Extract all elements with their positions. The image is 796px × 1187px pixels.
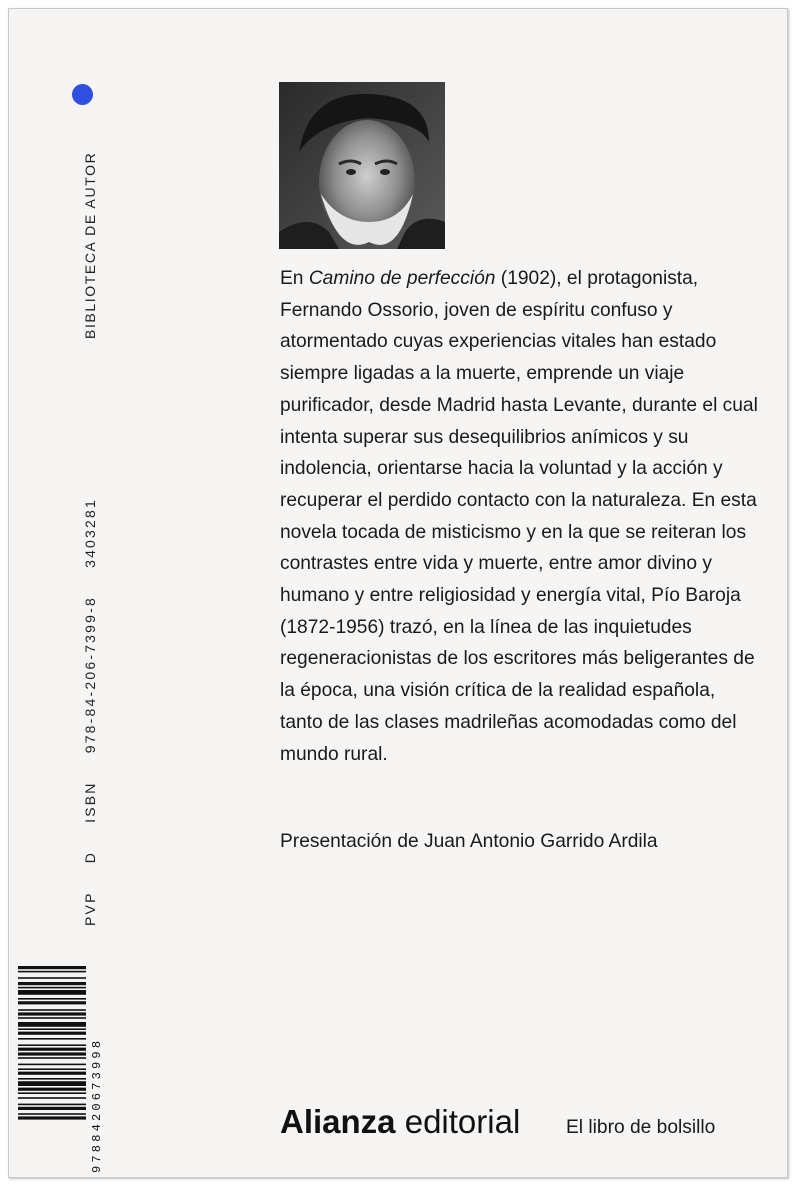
book-back-cover xyxy=(8,8,788,1178)
barcode-bar xyxy=(18,1092,86,1094)
barcode-bar xyxy=(18,966,86,969)
barcode-bar xyxy=(18,1057,86,1059)
book-title: Camino de perfección xyxy=(308,268,496,289)
barcode-bar xyxy=(18,1081,86,1086)
barcode-bar xyxy=(18,998,86,1000)
synopsis-intro: En xyxy=(280,268,309,289)
barcode-bar xyxy=(18,987,86,989)
barcode-bar xyxy=(18,1104,86,1106)
barcode-bar xyxy=(18,1072,86,1075)
isbn-label: ISBN xyxy=(82,781,98,823)
barcode-bar xyxy=(18,1113,86,1115)
barcode-bar xyxy=(18,1001,86,1004)
barcode-bar xyxy=(18,1012,86,1015)
catalog-code: 3403281 xyxy=(82,498,98,568)
barcode-bar xyxy=(18,1009,86,1011)
barcode-bar xyxy=(18,971,86,973)
barcode-bar xyxy=(18,990,86,995)
collection-name: El libro de bolsillo xyxy=(566,1117,716,1138)
barcode-bar xyxy=(18,1068,86,1070)
author-portrait xyxy=(279,82,445,249)
barcode-bar xyxy=(18,1017,86,1019)
portrait-image xyxy=(279,82,445,249)
barcode-bar xyxy=(18,1028,86,1030)
barcode-bar xyxy=(18,977,86,979)
presentation-credit: Presentación de Juan Antonio Garrido Ardila xyxy=(280,831,658,852)
barcode-bar xyxy=(18,1107,86,1110)
price-code: D xyxy=(82,850,98,864)
publisher-suffix: editorial xyxy=(395,1103,521,1140)
barcode-digits: 9788420673998 xyxy=(90,1037,104,1173)
barcode-bar xyxy=(18,1038,86,1040)
barcode-bar xyxy=(18,1064,86,1066)
series-label: BIBLIOTECA DE AUTOR xyxy=(82,151,98,339)
publisher-logo xyxy=(280,1103,520,1141)
publisher-brand: Alianza xyxy=(280,1103,396,1140)
isbn-number: 978-84-206-7399-8 xyxy=(82,596,98,754)
barcode-bar xyxy=(18,1088,86,1091)
barcode-bar xyxy=(18,1048,86,1051)
barcode-bar xyxy=(18,1078,86,1080)
isbn-line xyxy=(82,476,98,926)
synopsis xyxy=(280,263,760,770)
series-color-dot xyxy=(72,84,93,105)
synopsis-paragraph xyxy=(280,263,760,770)
barcode-bar xyxy=(18,982,86,985)
barcode-bar xyxy=(18,1097,86,1099)
barcode-bar xyxy=(18,1052,86,1055)
barcode-bar xyxy=(18,1044,86,1046)
barcode-bar xyxy=(18,1116,86,1119)
price-label: PVP xyxy=(82,891,98,926)
barcode-bar xyxy=(18,1022,86,1027)
barcode-bar xyxy=(18,1032,86,1035)
synopsis-body: (1902), el protagonista, Fernando Ossorio, joven de espíritu confuso y atormentado cuyas experiencias vitales han estado siempre ligadas a la muerte, emprende un viaje purificador, desde Madrid hasta Levante, durante el cual intenta superar sus desequilibrios anímicos y su indolencia, orientarse hacia la voluntad y la acción y recuperar el perdido contacto con la naturaleza. En esta novela tocada de misticismo y en la que se reiteran los contrastes entre vida y muerte, entre amor divino y humano y entre religiosidad y energía vital, Pío Baroja (1872-1956) trazó, en la línea de las inquietudes regeneracionistas de los escritores más beligerantes de la época, una visión crítica de la realidad española, tanto de las clases madrileñas acomodadas como del mundo rural. xyxy=(280,268,758,765)
